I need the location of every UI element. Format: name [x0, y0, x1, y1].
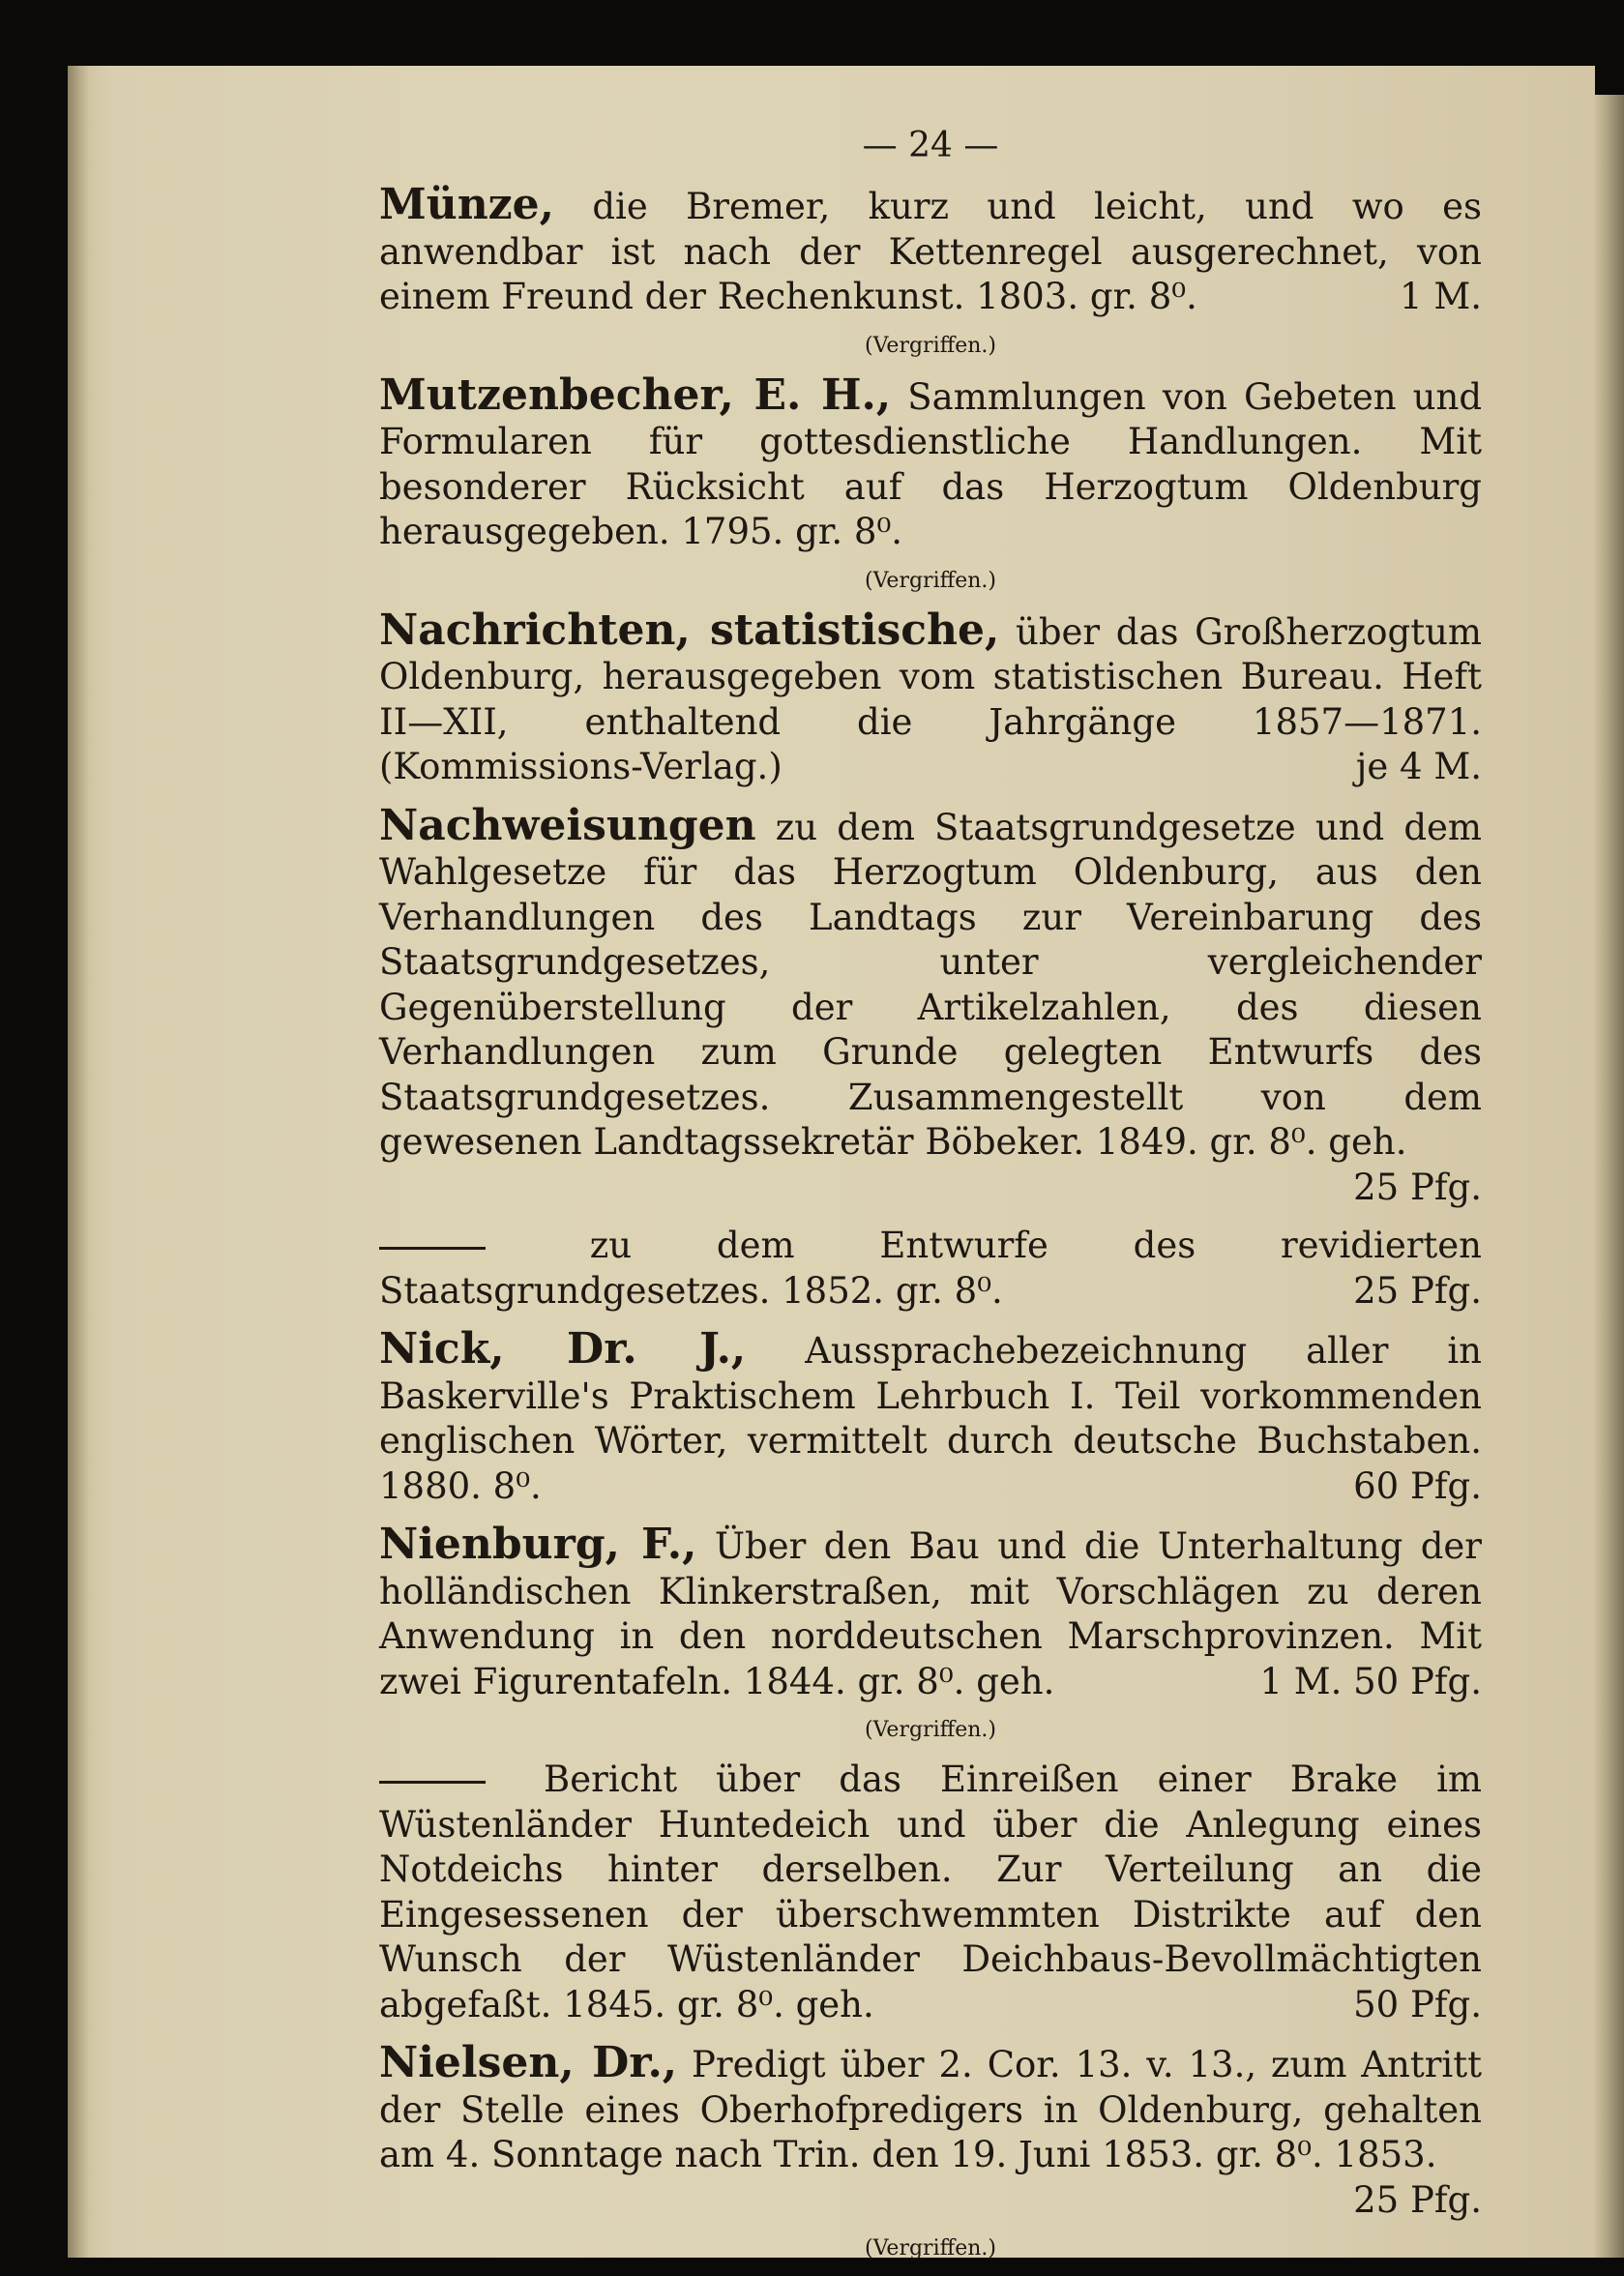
entry-note: (Vergriffen.) — [864, 568, 997, 593]
entry-head: Nielsen, Dr., — [379, 2038, 678, 2087]
entry-note: (Vergriffen.) — [864, 2236, 997, 2261]
page-binding — [68, 66, 89, 2258]
entry-body: Aussprachebezeichnung aller in Baskerville's Praktischem Lehrbuch I. Teil vorkommenden englischen Wörter, vermittelt durch deutsche Buchstaben. 1880. 8⁰. — [379, 1330, 1483, 1507]
entry-price: 25 Pfg. — [1353, 1269, 1482, 1312]
entry-price: 1 M. 50 Pfg. — [1259, 1660, 1482, 1702]
entry-head: Nachweisungen — [379, 800, 756, 850]
entry-price: 1 M. — [1400, 276, 1482, 317]
catalog-entry-nachweisungen-entwurf — [379, 1224, 1482, 1314]
entry-head: Münze, — [379, 180, 554, 229]
entry-body: die Bremer, kurz und leicht, und wo es anwendbar ist nach der Kettenregel ausgerechnet, von einem Freund der Rechenkunst. 1803. gr. 8⁰. — [379, 186, 1483, 317]
page-number: — 24 — — [862, 126, 999, 165]
entry-body: Über den Bau und die Unterhaltung der holländischen Klinkerstraßen, mit Vorschlägen zu deren Anwendung in den norddeutschen Marschprovinzen. Mit zwei Figurentafeln. 1844. gr. 8⁰. geh. — [379, 1525, 1482, 1702]
continuation-dash — [379, 1781, 486, 1784]
entry-head: Nick, Dr. J., — [379, 1324, 747, 1374]
entry-head: Mutzenbecher, E. H., — [379, 369, 892, 420]
entry-head: Nienburg, F., — [379, 1520, 697, 1569]
continuation-dash — [379, 1247, 486, 1250]
entry-price: 60 Pfg. — [1353, 1464, 1482, 1507]
page-edge — [1594, 95, 1624, 2258]
entry-price: 50 Pfg. — [1353, 1983, 1482, 2025]
entry-body: über das Großherzogtum Oldenburg, herausgegeben vom statistischen Bureau. Heft II—XII, enthaltend die Jahrgänge 1857—1871. (Kommissions-Verlag.) — [379, 610, 1483, 787]
catalog-entry-muenze — [379, 180, 1483, 320]
catalog-entry-nachweisungen — [379, 800, 1482, 1211]
catalog-entry-nachrichten — [379, 605, 1483, 790]
entry-body: Sammlungen von Gebeten und Formularen für gottesdienstliche Handlungen. Mit besonderer Rücksicht auf das Herzogtum Oldenburg herausgegeben. 1795. gr. 8⁰. — [379, 375, 1483, 552]
catalog-entry-nienburg — [379, 1522, 1482, 1704]
entry-head: Nachrichten, statistische, — [379, 605, 1000, 655]
entry-body: Bericht über das Einreißen einer Brake im Wüstenländer Huntedeich und über die Anlegung eines Notdeichs hinter derselben. Zur Verteilung an die Eingesessenen der überschwemmten Distrikte auf den Wunsch der Wüstenländer Deichbaus-Bevollmächtigten abgefaßt. 1845. gr. 8⁰. geh. — [379, 1759, 1482, 2025]
entry-price: 25 Pfg. — [1353, 1166, 1482, 1208]
entry-body: Predigt über 2. Cor. 13. v. 13., zum Antritt der Stelle eines Oberhofpredigers in Oldenburg, gehalten am 4. Sonntage nach Trin. den 19. Juni 1853. gr. 8⁰. 1853. — [379, 2044, 1482, 2175]
catalog-entry-nick — [379, 1324, 1483, 1509]
catalog-entry-mutzenbecher — [379, 369, 1483, 555]
catalog-entry-nienburg-bericht — [379, 1758, 1482, 2027]
entry-price: je 4 M. — [1355, 746, 1482, 787]
page-content — [379, 126, 1482, 2276]
entry-price: 25 Pfg. — [1353, 2178, 1482, 2221]
entry-note: (Vergriffen.) — [864, 333, 997, 358]
entry-body: zu dem Entwurfe des revidierten Staatsgrundgesetzes. 1852. gr. 8⁰. — [379, 1225, 1483, 1312]
entry-body: zu dem Staatsgrundgesetze und dem Wahlgesetze für das Herzogtum Oldenburg, aus den Verhandlungen des Landtags zur Vereinbarung des Staatsgrundgesetzes, unter vergleichender Gegenüberstellung der Artikelzahlen, des diesen Verhandlungen zum Grunde gelegten Entwurfs des Staatsgrundgesetzes. Zusammengestellt von dem gewesenen Landtagssekretär Böbeker. 1849. gr. 8⁰. geh. — [379, 806, 1482, 1163]
catalog-entry-nielsen — [379, 2038, 1482, 2223]
entry-note: (Vergriffen.) — [864, 1718, 997, 1742]
